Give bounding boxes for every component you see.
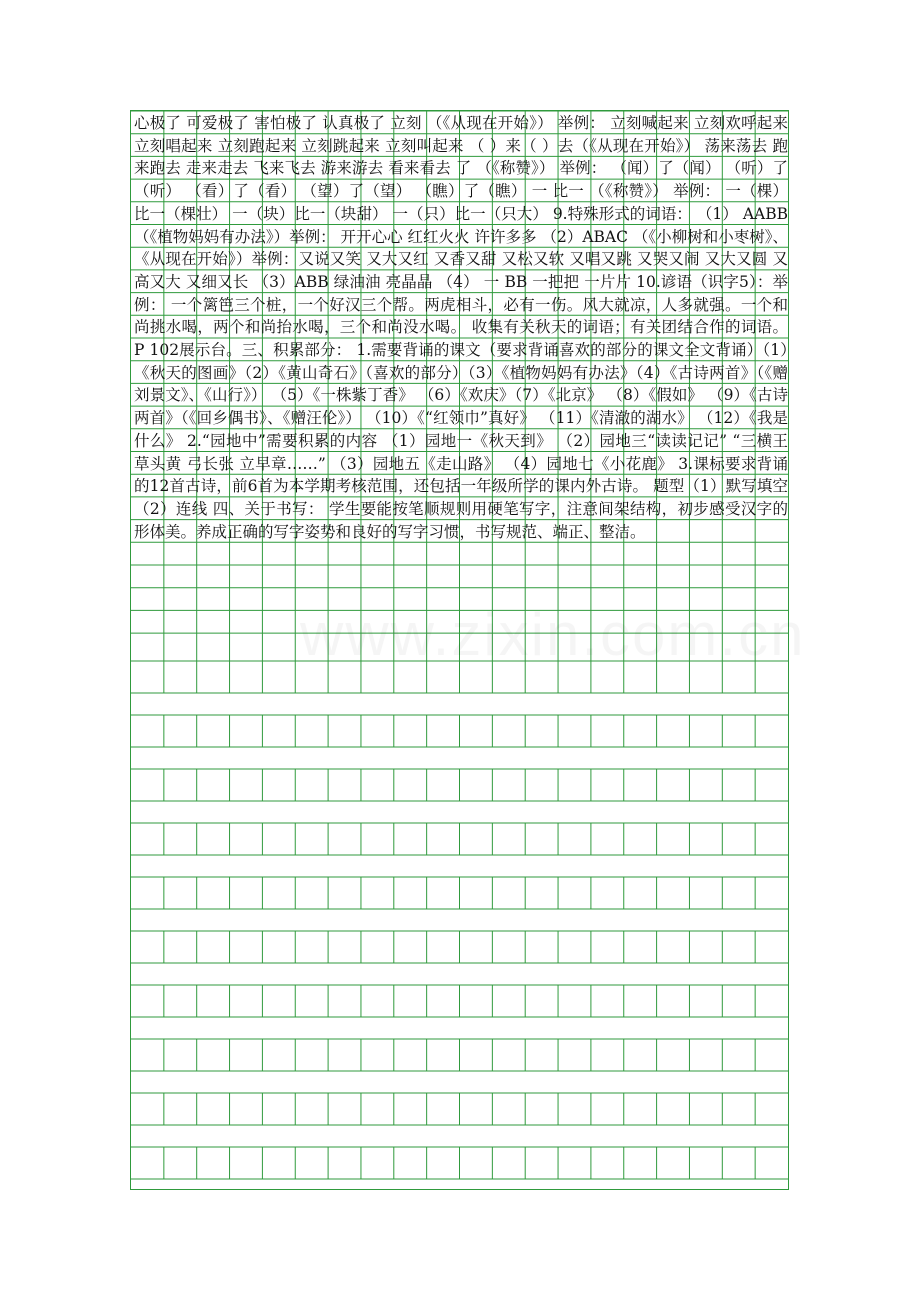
watermark	[300, 600, 805, 669]
document-body-text: 心极了 可爱极了 害怕极了 认真极了 立刻 （《从现在开始》） 举例： 立刻喊起来 立刻欢呼起来 立刻唱起来 立刻跑起来 立刻跳起来 立刻叫起来 （ ）来（ ）去（《从现在开始》） 荡来荡去 跑来跑去 走来走去 飞来飞去 游来游去 看来看去 了 （《称赞》） 举例： （闻）了（闻） （听）了（听） （看）了（看） （望）了（望） （瞧）了（瞧） 一 比一 （《称赞》） 举例： 一（棵）比一（棵壮） 一（块）比一（块甜） 一（只）比一（只大） 9.特殊形式的词语： （1） AABB （《植物妈妈有办法》）举例： 开开心心 红红火火 许许多多 （2）ABAC （《小柳树和小枣树》、《从现在开始》）举例：又说又笑 又大又红 又香又甜 又松又软 又唱又跳 又哭又闹 又大又圆 又高又大 又细又长 （3）ABB 绿油油 亮晶晶 （4） 一 BB 一把把 一片片 10.谚语（识字5）：举例： 一个篱笆三个桩，一个好汉三个帮。两虎相斗，必有一伤。风大就凉，人多就强。一个和尚挑水喝，两个和尚抬水喝，三个和尚没水喝。 收集有关秋天的词语；有关团结合作的词语。 P 102展示台。三、积累部分： 1.需要背诵的课文（要求背诵喜欢的部分的课文全文背诵）（1）《秋天的图画》（2）《黄山奇石》（喜欢的部分）（3）《植物妈妈有办法》（4）《古诗两首》（《赠刘景文》、《山行》） （5）《一株紫丁香》 （6）《欢庆》（7）《北京》 （8）《假如》 （9）《古诗两首》（《回乡偶书》、《赠汪伦》） （10）《“红领巾”真好》 （11）《清澈的湖水》 （12）《我是什么》 2.“园地中”需要积累的内容 （1）园地一《秋天到》 （2）园地三“读读记记” “三横王 草头黄 弓长张 立早章……” （3）园地五《走山路》 （4）园地七《小花鹿》 3.课标要求背诵的12首古诗，前6首为本学期考核范围，还包括一年级所学的课内外古诗。 题型（1）默写填空 （2）连线 四、关于书写： 学生要能按笔顺规则用硬笔写字，注意间架结构，初步感受汉字的形体美。养成正确的写字姿势和良好的写字习惯，书写规范、端正、整洁。	[134, 114, 788, 541]
